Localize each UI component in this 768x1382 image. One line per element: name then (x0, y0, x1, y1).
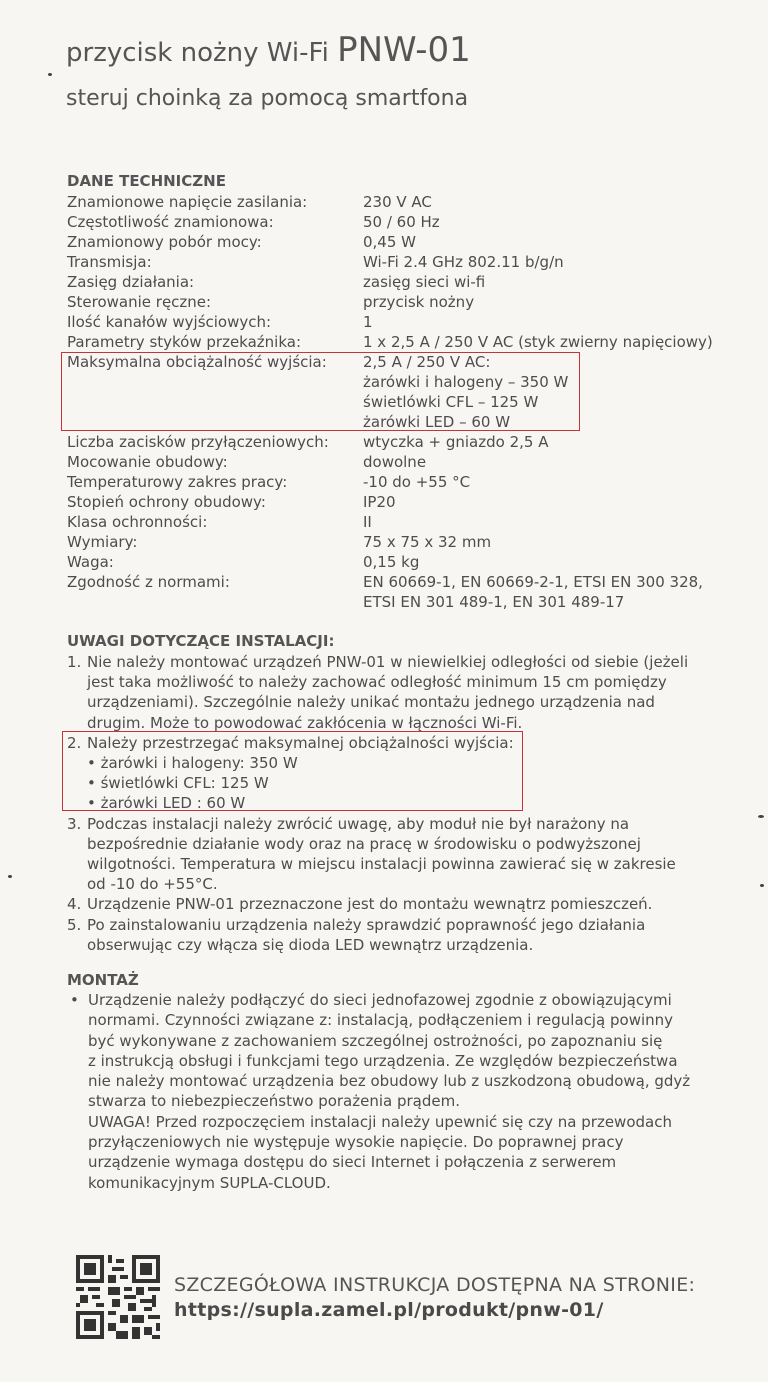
item-text (87, 894, 747, 914)
product-title: przycisk nożny Wi-Fi PNW-01 (66, 30, 471, 70)
spec-row (67, 572, 757, 612)
spec-value-line: EN 60669-1, EN 60669-2-1, ETSI EN 300 328, (363, 573, 703, 591)
spec-value (363, 572, 757, 612)
spec-row (67, 192, 757, 212)
spec-value (363, 512, 757, 532)
spec-value-line: 0,15 kg (363, 553, 420, 571)
item-number: 4. (67, 895, 82, 914)
spec-row (67, 212, 757, 232)
text-line: drugim. Może to powodować zakłócenia w łączności Wi-Fi. (87, 713, 523, 732)
text-line: bezpośrednie działanie wody oraz na pracę w środowisku o podwyższonej (87, 834, 641, 853)
item-text (87, 814, 747, 895)
spec-label: Liczba zacisków przyłączeniowych: (67, 433, 329, 451)
mounting-heading: MONTAŻ (67, 971, 139, 989)
footer-url-link[interactable]: https://supla.zamel.pl/produkt/pnw-01/ (174, 1299, 604, 1321)
qr-code (76, 1255, 160, 1339)
spec-row (67, 272, 757, 292)
spec-label: Mocowanie obudowy: (67, 453, 228, 471)
bullet: • (70, 991, 79, 1009)
spec-label: Waga: (67, 553, 114, 571)
spec-value (363, 332, 757, 352)
spec-row (67, 312, 757, 332)
spec-label: Wymiary: (67, 533, 138, 551)
item-text (87, 652, 747, 733)
item-number: 3. (67, 814, 82, 833)
spec-label: Znamionowy pobór mocy: (67, 233, 262, 251)
spec-value-line: II (363, 513, 372, 531)
text-line: Nie należy montować urządzeń PNW-01 w niewielkiej odległości od siebie (jeżeli (87, 653, 689, 671)
spec-value (363, 532, 757, 552)
text-line: UWAGA! Przed rozpoczęciem instalacji należy upewnić się czy na przewodach (88, 1112, 672, 1131)
scan-speck (8, 875, 12, 878)
footer (174, 1273, 695, 1323)
product-subtitle: steruj choinką za pomocą smartfona (66, 86, 469, 111)
spec-row (67, 512, 757, 532)
spec-value-line: dowolne (363, 453, 427, 471)
spec-label: Klasa ochronności: (67, 513, 208, 531)
text-line: urządzeniami). Szczególnie należy unikać montażu jednego urządzenia nad (87, 693, 655, 712)
spec-value (363, 452, 757, 472)
spec-value (363, 252, 757, 272)
spec-value (363, 312, 757, 332)
spec-row (67, 492, 757, 512)
text-line: wilgotności. Temperatura w miejscu instalacji powinna zawierać się w zakresie (87, 855, 676, 874)
spec-label: Maksymalna obciążalność wyjścia: (67, 353, 327, 371)
installation-item (67, 894, 747, 914)
spec-value (363, 212, 757, 232)
item-text (87, 915, 747, 955)
text-line: być wykonywane z zachowaniem szczególnej ostrożności, po zapoznaniu się (88, 1031, 663, 1050)
scan-speck (760, 884, 764, 887)
text-line: komunikacyjnym SUPLA-CLOUD. (88, 1173, 331, 1192)
spec-row (67, 232, 757, 252)
spec-label: Ilość kanałów wyjściowych: (67, 313, 272, 331)
product-model: PNW-01 (337, 30, 471, 70)
item-number: 1. (67, 653, 82, 671)
spec-value (363, 432, 757, 452)
spec-value-line: 1 x 2,5 A / 250 V AC (styk zwierny napięciowy) (363, 333, 713, 351)
text-line: od -10 do +55°C. (87, 875, 218, 894)
spec-value-line: 0,45 W (363, 233, 416, 251)
spec-value-line: ETSI EN 301 489-1, EN 301 489-17 (363, 593, 625, 611)
spec-row (67, 472, 757, 492)
spec-value (363, 492, 757, 512)
highlight-box-specs (61, 352, 580, 431)
bullet-line: • żarówki i halogeny: 350 W (87, 754, 298, 773)
installation-heading: UWAGI DOTYCZĄCE INSTALACJI: (67, 632, 335, 650)
text-line: nie należy montować urządzenia bez obudowy lub z uszkodzoną obudową, gdyż (88, 1072, 691, 1091)
spec-value-line: zasięg sieci wi-fi (363, 273, 486, 291)
bullet-line: • świetlówki CFL: 125 W (87, 774, 269, 793)
scan-speck (48, 73, 52, 76)
spec-row (67, 552, 757, 572)
spec-row (67, 532, 757, 552)
spec-label: Zasięg działania: (67, 273, 195, 291)
specs-heading: DANE TECHNICZNE (67, 172, 226, 190)
spec-label: Parametry styków przekaźnika: (67, 333, 302, 351)
text-line: jest taka możliwość to należy zachować odległość minimum 15 cm pomiędzy (87, 673, 667, 692)
text-line: Podczas instalacji należy zwrócić uwagę, aby moduł nie był narażony na (87, 814, 630, 833)
spec-row (67, 432, 757, 452)
highlight-box-installation (62, 731, 523, 811)
bullet-line: • żarówki LED : 60 W (87, 794, 246, 813)
spec-value-line: żarówki i halogeny – 350 W (363, 373, 569, 391)
spec-value (363, 272, 757, 292)
spec-row (67, 332, 757, 352)
text-line: Po zainstalowaniu urządzenia należy sprawdzić poprawność jego działania (87, 915, 646, 934)
scan-speck (758, 815, 764, 818)
spec-value-line: IP20 (363, 493, 396, 511)
text-line: stwarza to niebezpieczeństwo porażenia prądem. (88, 1092, 460, 1111)
spec-value (363, 472, 757, 492)
spec-label: Znamionowe napięcie zasilania: (67, 193, 308, 211)
mounting-section (70, 990, 730, 1193)
spec-value-line: przycisk nożny (363, 293, 475, 311)
text-line: Urządzenie PNW-01 przeznaczone jest do montażu wewnątrz pomieszczeń. (87, 895, 653, 914)
spec-label: Transmisja: (67, 253, 152, 271)
spec-value (363, 192, 757, 212)
item-number: 5. (67, 915, 82, 934)
spec-value (363, 232, 757, 252)
text-line: Należy przestrzegać maksymalnej obciążalności wyjścia: (87, 733, 514, 752)
spec-value-line: wtyczka + gniazdo 2,5 A (363, 433, 549, 451)
spec-value (363, 292, 757, 312)
spec-value-line: 1 (363, 313, 373, 331)
spec-label: Stopień ochrony obudowy: (67, 493, 266, 511)
spec-row (67, 252, 757, 272)
spec-value-line: 2,5 A / 250 V AC: (363, 353, 491, 371)
text-line: normami. Czynności związane z: instalacją, podłączeniem i regulacją powinny (88, 1011, 674, 1030)
text-line: obserwując czy włącza się dioda LED wewnątrz urządzenia. (87, 935, 534, 954)
spec-row (67, 292, 757, 312)
spec-value-line: Wi-Fi 2.4 GHz 802.11 b/g/n (363, 253, 564, 271)
spec-value-line: 75 x 75 x 32 mm (363, 533, 492, 551)
mounting-text (88, 990, 730, 1193)
spec-value-line: -10 do +55 °C (363, 473, 471, 491)
spec-label: Temperaturowy zakres pracy: (67, 473, 288, 491)
spec-label: Zgodność z normami: (67, 573, 230, 591)
installation-item (67, 652, 747, 733)
text-line: przyłączeniowych nie występuje wysokie napięcie. Do poprawnej pracy (88, 1133, 624, 1152)
installation-item (67, 915, 747, 955)
spec-row (67, 452, 757, 472)
text-line: z instrukcją obsługi i funkcjami tego urządzenia. Ze względów bezpieczeństwa (88, 1051, 678, 1070)
spec-value-line: 230 V AC (363, 193, 432, 211)
mounting-item (70, 990, 730, 1193)
spec-value-line: świetlówki CFL – 125 W (363, 393, 539, 411)
spec-value-line: żarówki LED – 60 W (363, 413, 511, 431)
spec-value-line: 50 / 60 Hz (363, 213, 440, 231)
spec-label: Sterowanie ręczne: (67, 293, 212, 311)
footer-instruction: SZCZEGÓŁOWA INSTRUKCJA DOSTĘPNA NA STRONIE: (174, 1274, 696, 1296)
spec-value (363, 552, 757, 572)
item-number: 2. (67, 733, 82, 752)
text-line: urządzenie wymaga dostępu do sieci Internet i połączenia z serwerem (88, 1153, 617, 1172)
spec-label: Częstotliwość znamionowa: (67, 213, 274, 231)
text-line: Urządzenie należy podłączyć do sieci jednofazowej zgodnie z obowiązującymi (88, 991, 672, 1009)
installation-item (67, 814, 747, 895)
